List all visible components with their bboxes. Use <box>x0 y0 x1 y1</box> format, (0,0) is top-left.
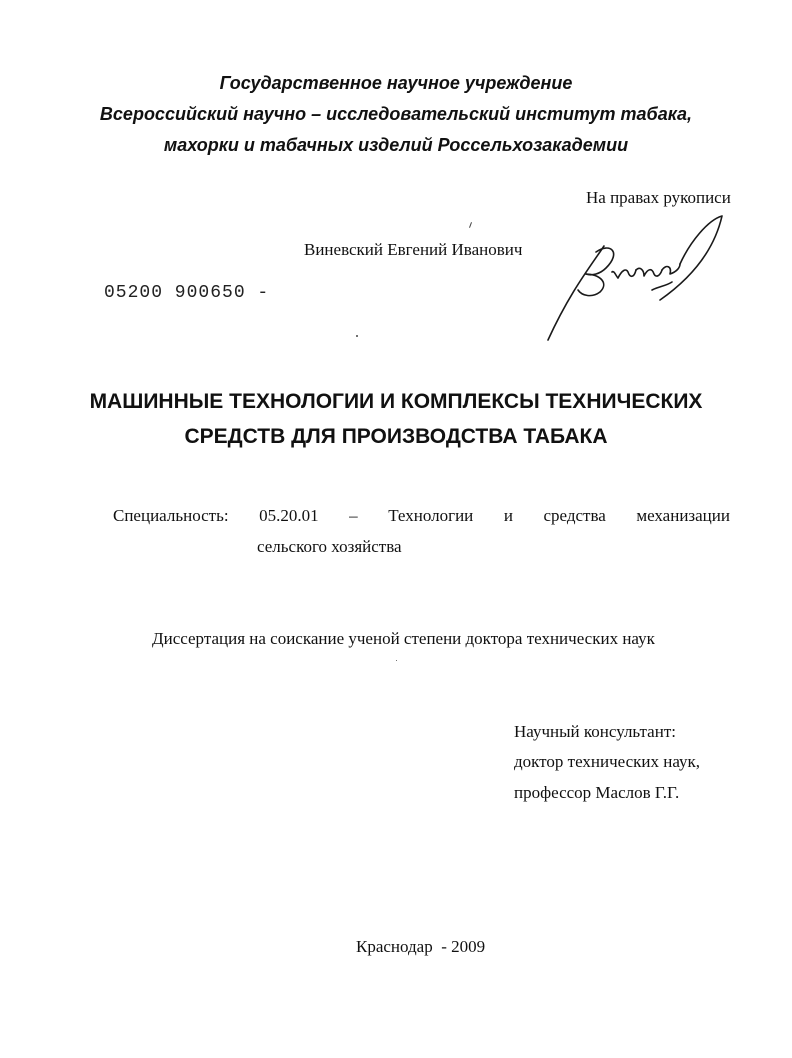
title-line-2: СРЕДСТВ ДЛЯ ПРОИЗВОДСТВА ТАБАКА <box>184 425 608 448</box>
author-signature <box>540 212 730 347</box>
institution-line-3: махорки и табачных изделий Россельхозакадемии <box>163 135 629 155</box>
specialty-word: Технологии <box>388 506 474 525</box>
specialty-continuation: сельского хозяйства <box>257 537 402 556</box>
author-name: Виневский Евгений Иванович <box>304 240 523 259</box>
specialty-row <box>113 506 730 526</box>
institution-line-2: Всероссийский научно – исследовательский институт табака, <box>99 104 693 124</box>
specialty-code: 05.20.01 <box>259 506 319 525</box>
title-line-1: МАШИННЫЕ ТЕХНОЛОГИИ И КОМПЛЕКСЫ ТЕХНИЧЕСКИХ <box>89 390 703 413</box>
manuscript-note: На правах рукописи <box>586 188 731 207</box>
institution-line-1: Государственное научное учреждение <box>219 73 573 93</box>
consultant-degree: доктор технических наук, <box>514 752 701 771</box>
specialty-dash: – <box>349 506 358 525</box>
consultant-name: профессор Маслов Г.Г. <box>514 783 680 802</box>
consultant-label: Научный консультант: <box>514 722 676 741</box>
place-and-year: Краснодар - 2009 <box>356 937 486 956</box>
degree-statement: Диссертация на соискание ученой степени доктора технических наук <box>152 629 655 648</box>
specialty-word: и <box>503 506 513 525</box>
scan-speck <box>396 660 397 661</box>
scan-speck <box>469 222 472 228</box>
specialty-word: средства <box>543 506 606 525</box>
registry-code: 05200 900650 - <box>104 283 270 303</box>
specialty-label: Специальность: <box>113 506 229 525</box>
specialty-word: механизации <box>636 506 730 525</box>
scan-speck <box>356 335 358 337</box>
